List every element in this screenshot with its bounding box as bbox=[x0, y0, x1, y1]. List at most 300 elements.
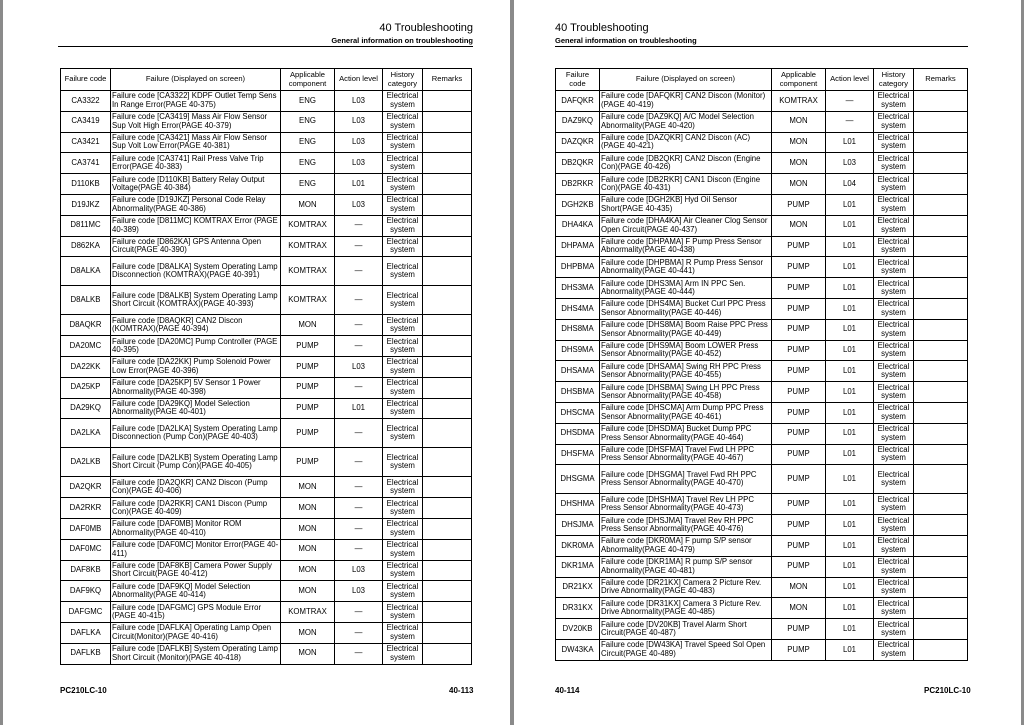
failure-description-cell: Failure code [DV20KB] Travel Alarm Short Circuit(PAGE 40-487) bbox=[600, 619, 772, 640]
remarks-cell bbox=[423, 419, 472, 448]
action-level-cell: L01 bbox=[826, 215, 874, 236]
history-category-cell: Electrical system bbox=[874, 194, 914, 215]
component-cell: PUMP bbox=[772, 194, 826, 215]
table-row bbox=[556, 257, 968, 278]
table-row bbox=[61, 477, 472, 498]
failure-code-cell: DHS9MA bbox=[556, 340, 600, 361]
remarks-cell bbox=[914, 298, 968, 319]
failure-code-cell: DW43KA bbox=[556, 639, 600, 660]
component-cell: MON bbox=[772, 215, 826, 236]
component-cell: ENG bbox=[281, 91, 335, 112]
failure-description-cell: Failure code [DHS8MA] Boom Raise PPC Press Sensor Abnormality(PAGE 40-449) bbox=[600, 319, 772, 340]
failure-code-cell: DB2QKR bbox=[556, 153, 600, 174]
failure-code-cell: DHSFMA bbox=[556, 444, 600, 465]
component-cell: PUMP bbox=[281, 377, 335, 398]
action-level-cell: L01 bbox=[826, 494, 874, 515]
component-cell: ENG bbox=[281, 132, 335, 153]
failure-code-cell: DHA4KA bbox=[556, 215, 600, 236]
history-category-cell: Electrical system bbox=[874, 236, 914, 257]
remarks-cell bbox=[423, 356, 472, 377]
section-subtitle: General information on troubleshooting bbox=[555, 36, 697, 45]
failure-description-cell: Failure code [DB2RKR] CAN1 Discon (Engine Con)(PAGE 40-431) bbox=[600, 174, 772, 195]
failure-description-cell: Failure code [D8ALKB] System Operating Lamp Short Circuit (KOMTRAX)(PAGE 40-393) bbox=[111, 286, 281, 315]
action-level-cell: L01 bbox=[826, 639, 874, 660]
failure-code-cell: DAF9KQ bbox=[61, 581, 111, 602]
failure-description-cell: Failure code [D8ALKA] System Operating Lamp Disconnection (KOMTRAX)(PAGE 40-391) bbox=[111, 257, 281, 286]
col-header-action: Action level bbox=[826, 69, 874, 91]
history-category-cell: Electrical system bbox=[383, 174, 423, 195]
failure-description-cell: Failure code [DHSFMA] Travel Fwd LH PPC Press Sensor Abnormality(PAGE 40-467) bbox=[600, 444, 772, 465]
action-level-cell: L01 bbox=[826, 598, 874, 619]
history-category-cell: Electrical system bbox=[383, 194, 423, 215]
table-row bbox=[61, 257, 472, 286]
failure-code-cell: DB2RKR bbox=[556, 174, 600, 195]
component-cell: PUMP bbox=[772, 423, 826, 444]
failure-description-cell: Failure code [DAFQKR] CAN2 Discon (Monitor)(PAGE 40-419) bbox=[600, 91, 772, 112]
remarks-cell bbox=[914, 174, 968, 195]
component-cell: KOMTRAX bbox=[281, 602, 335, 623]
component-cell: PUMP bbox=[772, 535, 826, 556]
failure-code-cell: DAFQKR bbox=[556, 91, 600, 112]
table-row bbox=[61, 643, 472, 664]
action-level-cell: L03 bbox=[335, 581, 383, 602]
action-level-cell: — bbox=[826, 91, 874, 112]
remarks-cell bbox=[423, 153, 472, 174]
failure-code-table bbox=[60, 68, 472, 665]
failure-code-cell: DHSHMA bbox=[556, 494, 600, 515]
failure-code-cell: DKR1MA bbox=[556, 556, 600, 577]
remarks-cell bbox=[914, 215, 968, 236]
col-header-remarks: Remarks bbox=[423, 69, 472, 91]
component-cell: ENG bbox=[281, 174, 335, 195]
table-row bbox=[556, 382, 968, 403]
history-category-cell: Electrical system bbox=[874, 639, 914, 660]
table-row bbox=[61, 91, 472, 112]
failure-description-cell: Failure code [DAF8KB] Camera Power Supply Short Circuit(PAGE 40-412) bbox=[111, 560, 281, 581]
action-level-cell: — bbox=[335, 336, 383, 357]
history-category-cell: Electrical system bbox=[874, 619, 914, 640]
failure-code-cell: DA2LKA bbox=[61, 419, 111, 448]
table-row bbox=[61, 398, 472, 419]
table-row bbox=[61, 153, 472, 174]
table-row bbox=[61, 560, 472, 581]
failure-code-cell: CA3741 bbox=[61, 153, 111, 174]
failure-code-cell: DHSAMA bbox=[556, 361, 600, 382]
component-cell: MON bbox=[772, 132, 826, 153]
remarks-cell bbox=[914, 132, 968, 153]
failure-description-cell: Failure code [DAF0MB] Monitor ROM Abnormality(PAGE 40-410) bbox=[111, 518, 281, 539]
failure-description-cell: Failure code [DHS9MA] Boom LOWER Press Sensor Abnormality(PAGE 40-452) bbox=[600, 340, 772, 361]
col-header-failure: Failure (Displayed on screen) bbox=[111, 69, 281, 91]
component-cell: KOMTRAX bbox=[772, 91, 826, 112]
failure-code-cell: DA22KK bbox=[61, 356, 111, 377]
component-cell: MON bbox=[772, 598, 826, 619]
remarks-cell bbox=[914, 535, 968, 556]
section-title: 40 Troubleshooting bbox=[555, 22, 649, 34]
history-category-cell: Electrical system bbox=[383, 419, 423, 448]
component-cell: PUMP bbox=[772, 444, 826, 465]
model-number: PC210LC-10 bbox=[60, 686, 107, 695]
failure-description-cell: Failure code [DAF9KQ] Model Selection Abnormality(PAGE 40-414) bbox=[111, 581, 281, 602]
section-title: 40 Troubleshooting bbox=[379, 22, 473, 34]
failure-description-cell: Failure code [DA2LKA] System Operating Lamp Disconnection (Pump Con)(PAGE 40-403) bbox=[111, 419, 281, 448]
failure-code-cell: DHSCMA bbox=[556, 402, 600, 423]
col-header-remarks: Remarks bbox=[914, 69, 968, 91]
component-cell: MON bbox=[281, 315, 335, 336]
failure-description-cell: Failure code [D110KB] Battery Relay Output Voltage(PAGE 40-384) bbox=[111, 174, 281, 195]
table-row bbox=[556, 598, 968, 619]
failure-code-cell: DAZ9KQ bbox=[556, 111, 600, 132]
history-category-cell: Electrical system bbox=[383, 132, 423, 153]
remarks-cell bbox=[423, 518, 472, 539]
history-category-cell: Electrical system bbox=[383, 448, 423, 477]
failure-description-cell: Failure code [D8AQKR] CAN2 Discon (KOMTRAX)(PAGE 40-394) bbox=[111, 315, 281, 336]
history-category-cell: Electrical system bbox=[874, 257, 914, 278]
table-row bbox=[556, 535, 968, 556]
remarks-cell bbox=[914, 619, 968, 640]
action-level-cell: — bbox=[335, 377, 383, 398]
action-level-cell: — bbox=[335, 539, 383, 560]
failure-description-cell: Failure code [DHS3MA] Arm IN PPC Sen. Abnormality(PAGE 40-444) bbox=[600, 278, 772, 299]
failure-code-table bbox=[555, 68, 968, 661]
failure-description-cell: Failure code [DHSJMA] Travel Rev RH PPC Press Sensor Abnormality(PAGE 40-476) bbox=[600, 515, 772, 536]
component-cell: KOMTRAX bbox=[281, 286, 335, 315]
failure-code-cell: D110KB bbox=[61, 174, 111, 195]
action-level-cell: L01 bbox=[826, 361, 874, 382]
table-row bbox=[556, 402, 968, 423]
action-level-cell: L03 bbox=[335, 132, 383, 153]
remarks-cell bbox=[423, 602, 472, 623]
model-number: PC210LC-10 bbox=[924, 686, 971, 695]
table-row bbox=[556, 423, 968, 444]
component-cell: PUMP bbox=[772, 361, 826, 382]
table-row bbox=[61, 539, 472, 560]
history-category-cell: Electrical system bbox=[874, 278, 914, 299]
table-row bbox=[61, 111, 472, 132]
failure-description-cell: Failure code [DHPAMA] F Pump Press Sensor Abnormality(PAGE 40-438) bbox=[600, 236, 772, 257]
component-cell: PUMP bbox=[772, 278, 826, 299]
action-level-cell: L01 bbox=[826, 382, 874, 403]
table-row bbox=[61, 132, 472, 153]
history-category-cell: Electrical system bbox=[383, 91, 423, 112]
action-level-cell: L01 bbox=[826, 194, 874, 215]
failure-description-cell: Failure code [DHSHMA] Travel Rev LH PPC Press Sensor Abnormality(PAGE 40-473) bbox=[600, 494, 772, 515]
component-cell: PUMP bbox=[281, 398, 335, 419]
table-row bbox=[556, 465, 968, 494]
remarks-cell bbox=[423, 643, 472, 664]
failure-description-cell: Failure code [D19JKZ] Personal Code Relay Abnormality(PAGE 40-386) bbox=[111, 194, 281, 215]
failure-description-cell: Failure code [DHSGMA] Travel Fwd RH PPC Press Sensor Abnormality(PAGE 40-470) bbox=[600, 465, 772, 494]
table-row bbox=[61, 377, 472, 398]
table-header-row bbox=[61, 69, 472, 91]
action-level-cell: — bbox=[335, 448, 383, 477]
table-row bbox=[556, 194, 968, 215]
action-level-cell: — bbox=[335, 315, 383, 336]
failure-code-cell: DA2LKB bbox=[61, 448, 111, 477]
component-cell: MON bbox=[281, 477, 335, 498]
table-row bbox=[61, 498, 472, 519]
failure-description-cell: Failure code [DHA4KA] Air Cleaner Clog Sensor Open Circuit(PAGE 40-437) bbox=[600, 215, 772, 236]
table-row bbox=[556, 298, 968, 319]
history-category-cell: Electrical system bbox=[874, 382, 914, 403]
table-header-row bbox=[556, 69, 968, 91]
action-level-cell: L01 bbox=[826, 515, 874, 536]
table-row bbox=[556, 319, 968, 340]
component-cell: MON bbox=[281, 643, 335, 664]
action-level-cell: L01 bbox=[826, 535, 874, 556]
history-category-cell: Electrical system bbox=[874, 340, 914, 361]
failure-description-cell: Failure code [DAZQKR] CAN2 Discon (AC) (PAGE 40-421) bbox=[600, 132, 772, 153]
table-row bbox=[556, 556, 968, 577]
action-level-cell: L01 bbox=[826, 257, 874, 278]
history-category-cell: Electrical system bbox=[874, 153, 914, 174]
history-category-cell: Electrical system bbox=[383, 257, 423, 286]
failure-description-cell: Failure code [DAF0MC] Monitor Error(PAGE 40-411) bbox=[111, 539, 281, 560]
action-level-cell: — bbox=[335, 286, 383, 315]
failure-code-cell: DHPAMA bbox=[556, 236, 600, 257]
component-cell: MON bbox=[772, 153, 826, 174]
action-level-cell: L01 bbox=[826, 278, 874, 299]
failure-code-cell: DR21KX bbox=[556, 577, 600, 598]
table-row bbox=[61, 336, 472, 357]
failure-code-cell: DA20MC bbox=[61, 336, 111, 357]
failure-code-cell: DHS3MA bbox=[556, 278, 600, 299]
action-level-cell: L01 bbox=[826, 465, 874, 494]
history-category-cell: Electrical system bbox=[383, 643, 423, 664]
failure-description-cell: Failure code [DA2QKR] CAN2 Discon (Pump Con)(PAGE 40-406) bbox=[111, 477, 281, 498]
failure-description-cell: Failure code [DGH2KB] Hyd Oil Sensor Short(PAGE 40-435) bbox=[600, 194, 772, 215]
component-cell: PUMP bbox=[772, 639, 826, 660]
failure-code-cell: D8ALKA bbox=[61, 257, 111, 286]
history-category-cell: Electrical system bbox=[383, 153, 423, 174]
remarks-cell bbox=[423, 539, 472, 560]
action-level-cell: — bbox=[335, 498, 383, 519]
action-level-cell: L01 bbox=[826, 319, 874, 340]
component-cell: MON bbox=[281, 539, 335, 560]
page-number: 40-113 bbox=[449, 686, 474, 695]
component-cell: PUMP bbox=[772, 619, 826, 640]
table-row bbox=[556, 153, 968, 174]
failure-description-cell: Failure code [D862KA] GPS Antenna Open Circuit(PAGE 40-390) bbox=[111, 236, 281, 257]
history-category-cell: Electrical system bbox=[874, 535, 914, 556]
failure-description-cell: Failure code [DHSCMA] Arm Dump PPC Press Sensor Abnormality(PAGE 40-461) bbox=[600, 402, 772, 423]
failure-code-cell: DV20KB bbox=[556, 619, 600, 640]
failure-code-cell: DAF8KB bbox=[61, 560, 111, 581]
history-category-cell: Electrical system bbox=[383, 236, 423, 257]
failure-description-cell: Failure code [DHS4MA] Bucket Curl PPC Press Sensor Abnormality(PAGE 40-446) bbox=[600, 298, 772, 319]
remarks-cell bbox=[423, 236, 472, 257]
failure-code-cell: DHSDMA bbox=[556, 423, 600, 444]
table-row bbox=[556, 361, 968, 382]
action-level-cell: L01 bbox=[826, 444, 874, 465]
history-category-cell: Electrical system bbox=[874, 556, 914, 577]
remarks-cell bbox=[914, 423, 968, 444]
header-rule bbox=[555, 46, 968, 47]
table-row bbox=[61, 419, 472, 448]
history-category-cell: Electrical system bbox=[874, 423, 914, 444]
failure-code-cell: CA3421 bbox=[61, 132, 111, 153]
component-cell: PUMP bbox=[772, 465, 826, 494]
table-row bbox=[61, 518, 472, 539]
table-row bbox=[61, 215, 472, 236]
action-level-cell: L04 bbox=[826, 174, 874, 195]
remarks-cell bbox=[423, 498, 472, 519]
history-category-cell: Electrical system bbox=[383, 622, 423, 643]
failure-description-cell: Failure code [DAFLKA] Operating Lamp Open Circuit(Monitor)(PAGE 40-416) bbox=[111, 622, 281, 643]
history-category-cell: Electrical system bbox=[874, 319, 914, 340]
table-row bbox=[556, 619, 968, 640]
action-level-cell: — bbox=[335, 643, 383, 664]
failure-code-cell: DA29KQ bbox=[61, 398, 111, 419]
failure-code-cell: CA3322 bbox=[61, 91, 111, 112]
history-category-cell: Electrical system bbox=[383, 286, 423, 315]
remarks-cell bbox=[914, 319, 968, 340]
action-level-cell: L01 bbox=[826, 236, 874, 257]
failure-description-cell: Failure code [DA22KK] Pump Solenoid Power Low Error(PAGE 40-396) bbox=[111, 356, 281, 377]
section-subtitle: General information on troubleshooting bbox=[331, 36, 473, 45]
history-category-cell: Electrical system bbox=[874, 444, 914, 465]
failure-code-cell: DA2RKR bbox=[61, 498, 111, 519]
action-level-cell: — bbox=[335, 215, 383, 236]
remarks-cell bbox=[914, 598, 968, 619]
table-row bbox=[61, 174, 472, 195]
failure-description-cell: Failure code [DA20MC] Pump Controller (PAGE 40-395) bbox=[111, 336, 281, 357]
component-cell: PUMP bbox=[772, 556, 826, 577]
component-cell: PUMP bbox=[772, 319, 826, 340]
remarks-cell bbox=[423, 560, 472, 581]
failure-description-cell: Failure code [DB2QKR] CAN2 Discon (Engine Con)(PAGE 40-426) bbox=[600, 153, 772, 174]
remarks-cell bbox=[423, 581, 472, 602]
failure-code-cell: DAZQKR bbox=[556, 132, 600, 153]
history-category-cell: Electrical system bbox=[874, 402, 914, 423]
table-row bbox=[556, 215, 968, 236]
component-cell: PUMP bbox=[281, 419, 335, 448]
action-level-cell: L03 bbox=[335, 91, 383, 112]
table-row bbox=[556, 639, 968, 660]
remarks-cell bbox=[423, 377, 472, 398]
remarks-cell bbox=[914, 515, 968, 536]
col-header-history: History category bbox=[383, 69, 423, 91]
action-level-cell: L03 bbox=[335, 356, 383, 377]
component-cell: MON bbox=[281, 622, 335, 643]
table-row bbox=[61, 286, 472, 315]
component-cell: MON bbox=[281, 194, 335, 215]
remarks-cell bbox=[914, 278, 968, 299]
failure-code-cell: D8AQKR bbox=[61, 315, 111, 336]
remarks-cell bbox=[423, 315, 472, 336]
failure-description-cell: Failure code [DA25KP] 5V Sensor 1 Power Abnormality(PAGE 40-398) bbox=[111, 377, 281, 398]
col-header-history: History category bbox=[874, 69, 914, 91]
component-cell: MON bbox=[281, 518, 335, 539]
failure-description-cell: Failure code [CA3419] Mass Air Flow Sensor Sup Volt High Error(PAGE 40-379) bbox=[111, 111, 281, 132]
history-category-cell: Electrical system bbox=[383, 356, 423, 377]
remarks-cell bbox=[423, 194, 472, 215]
remarks-cell bbox=[914, 257, 968, 278]
failure-description-cell: Failure code [DHSDMA] Bucket Dump PPC Press Sensor Abnormality(PAGE 40-464) bbox=[600, 423, 772, 444]
failure-code-cell: D811MC bbox=[61, 215, 111, 236]
remarks-cell bbox=[423, 91, 472, 112]
action-level-cell: L01 bbox=[826, 340, 874, 361]
history-category-cell: Electrical system bbox=[874, 132, 914, 153]
failure-description-cell: Failure code [DA2RKR] CAN1 Discon (Pump Con)(PAGE 40-409) bbox=[111, 498, 281, 519]
table-row bbox=[556, 111, 968, 132]
history-category-cell: Electrical system bbox=[383, 477, 423, 498]
history-category-cell: Electrical system bbox=[874, 91, 914, 112]
failure-description-cell: Failure code [DHSAMA] Swing RH PPC Press Sensor Abnormality(PAGE 40-455) bbox=[600, 361, 772, 382]
failure-code-cell: DHS4MA bbox=[556, 298, 600, 319]
col-header-failure: Failure (Displayed on screen) bbox=[600, 69, 772, 91]
failure-description-cell: Failure code [DAFLKB] System Operating Lamp Short Circuit (Monitor)(PAGE 40-418) bbox=[111, 643, 281, 664]
failure-code-cell: DAFLKB bbox=[61, 643, 111, 664]
history-category-cell: Electrical system bbox=[874, 515, 914, 536]
component-cell: MON bbox=[281, 498, 335, 519]
component-cell: PUMP bbox=[772, 236, 826, 257]
component-cell: PUMP bbox=[772, 298, 826, 319]
remarks-cell bbox=[914, 194, 968, 215]
history-category-cell: Electrical system bbox=[383, 215, 423, 236]
failure-code-cell: DA25KP bbox=[61, 377, 111, 398]
remarks-cell bbox=[914, 91, 968, 112]
component-cell: PUMP bbox=[772, 382, 826, 403]
history-category-cell: Electrical system bbox=[874, 174, 914, 195]
col-header-code: Failure code bbox=[556, 69, 600, 91]
history-category-cell: Electrical system bbox=[383, 560, 423, 581]
action-level-cell: L03 bbox=[335, 194, 383, 215]
table-row bbox=[61, 236, 472, 257]
action-level-cell: L01 bbox=[826, 556, 874, 577]
history-category-cell: Electrical system bbox=[383, 398, 423, 419]
failure-code-cell: DGH2KB bbox=[556, 194, 600, 215]
remarks-cell bbox=[423, 398, 472, 419]
failure-description-cell: Failure code [DA29KQ] Model Selection Abnormality(PAGE 40-401) bbox=[111, 398, 281, 419]
failure-description-cell: Failure code [DR21KX] Camera 2 Picture Rev. Drive Abnormality(PAGE 40-483) bbox=[600, 577, 772, 598]
failure-description-cell: Failure code [CA3741] Rail Press Valve Trip Error(PAGE 40-383) bbox=[111, 153, 281, 174]
component-cell: MON bbox=[281, 581, 335, 602]
table-row bbox=[556, 91, 968, 112]
table-row bbox=[556, 132, 968, 153]
failure-code-cell: DHSGMA bbox=[556, 465, 600, 494]
history-category-cell: Electrical system bbox=[383, 602, 423, 623]
remarks-cell bbox=[423, 215, 472, 236]
history-category-cell: Electrical system bbox=[874, 598, 914, 619]
table-body bbox=[61, 91, 472, 665]
failure-code-cell: DKR0MA bbox=[556, 535, 600, 556]
remarks-cell bbox=[914, 361, 968, 382]
table-row bbox=[61, 194, 472, 215]
failure-code-cell: DA2QKR bbox=[61, 477, 111, 498]
failure-code-cell: CA3419 bbox=[61, 111, 111, 132]
action-level-cell: L01 bbox=[826, 132, 874, 153]
component-cell: KOMTRAX bbox=[281, 215, 335, 236]
table-row bbox=[556, 577, 968, 598]
remarks-cell bbox=[914, 639, 968, 660]
history-category-cell: Electrical system bbox=[874, 111, 914, 132]
remarks-cell bbox=[914, 465, 968, 494]
history-category-cell: Electrical system bbox=[383, 377, 423, 398]
action-level-cell: L01 bbox=[826, 577, 874, 598]
history-category-cell: Electrical system bbox=[383, 111, 423, 132]
remarks-cell bbox=[914, 444, 968, 465]
history-category-cell: Electrical system bbox=[874, 361, 914, 382]
remarks-cell bbox=[423, 477, 472, 498]
remarks-cell bbox=[423, 132, 472, 153]
history-category-cell: Electrical system bbox=[383, 315, 423, 336]
action-level-cell: L03 bbox=[335, 153, 383, 174]
col-header-component: Applicable component bbox=[281, 69, 335, 91]
remarks-cell bbox=[423, 622, 472, 643]
failure-description-cell: Failure code [DW43KA] Travel Speed Sol Open Circuit(PAGE 40-489) bbox=[600, 639, 772, 660]
component-cell: PUMP bbox=[772, 515, 826, 536]
